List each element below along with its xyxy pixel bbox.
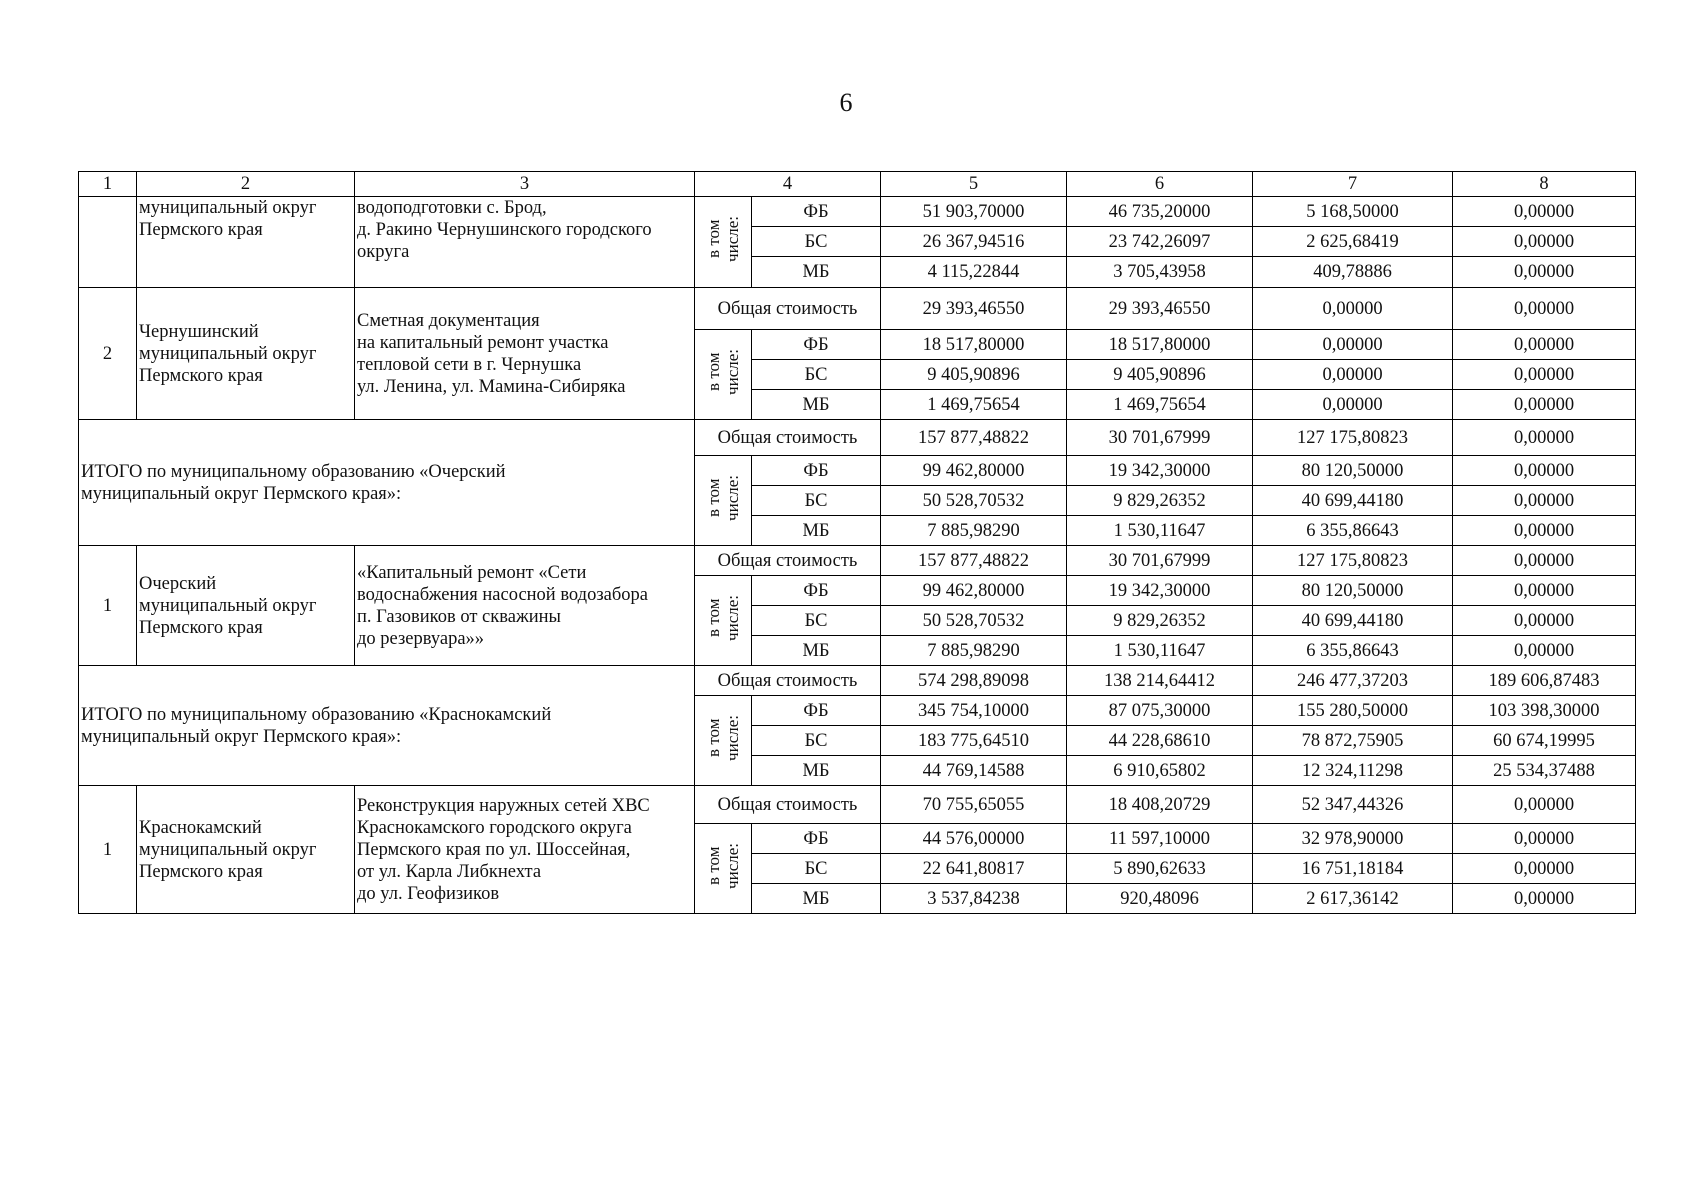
header-cell: 2 (137, 172, 355, 197)
value-cell: 6 355,86643 (1253, 516, 1453, 546)
value-cell: 9 829,26352 (1067, 486, 1253, 516)
including-label: в том числе: (704, 216, 742, 262)
value-cell: 1 469,75654 (881, 390, 1067, 420)
value-cell: 2 625,68419 (1253, 227, 1453, 257)
value-cell: 409,78886 (1253, 257, 1453, 288)
value-cell: 0,00000 (1453, 606, 1636, 636)
including-cell (695, 456, 752, 546)
total-cost-label: Общая стоимость (695, 546, 881, 576)
including-cell (695, 824, 752, 914)
value-cell: 157 877,48822 (881, 420, 1067, 456)
source-label: БС (752, 726, 881, 756)
source-label: МБ (752, 756, 881, 786)
source-label: БС (752, 360, 881, 390)
source-label: ФБ (752, 824, 881, 854)
header-cell: 1 (79, 172, 137, 197)
source-label: ФБ (752, 330, 881, 360)
value-cell: 7 885,98290 (881, 516, 1067, 546)
municipality-cell: Чернушинский муниципальный округ Пермского края (137, 288, 355, 420)
including-cell (695, 576, 752, 666)
value-cell: 26 367,94516 (881, 227, 1067, 257)
value-cell: 80 120,50000 (1253, 576, 1453, 606)
source-label: МБ (752, 884, 881, 914)
value-cell: 0,00000 (1453, 786, 1636, 824)
source-label: БС (752, 606, 881, 636)
value-cell: 0,00000 (1453, 884, 1636, 914)
value-cell: 5 168,50000 (1253, 197, 1453, 227)
row-number-cell: 1 (79, 546, 137, 666)
value-cell: 9 405,90896 (1067, 360, 1253, 390)
total-cost-label: Общая стоимость (695, 288, 881, 330)
value-cell: 40 699,44180 (1253, 486, 1453, 516)
total-cost-label: Общая стоимость (695, 420, 881, 456)
including-cell (695, 197, 752, 288)
value-cell: 2 617,36142 (1253, 884, 1453, 914)
including-cell (695, 696, 752, 786)
value-cell: 70 755,65055 (881, 786, 1067, 824)
source-label: ФБ (752, 696, 881, 726)
header-cell: 7 (1253, 172, 1453, 197)
value-cell: 0,00000 (1253, 288, 1453, 330)
source-label: МБ (752, 516, 881, 546)
value-cell: 18 408,20729 (1067, 786, 1253, 824)
value-cell: 0,00000 (1253, 360, 1453, 390)
header-cell: 6 (1067, 172, 1253, 197)
object-cell: водоподготовки с. Брод, д. Ракино Чернушинского городского округа (355, 197, 695, 288)
value-cell: 0,00000 (1453, 390, 1636, 420)
including-label: в том числе: (704, 594, 742, 641)
object-cell: Реконструкция наружных сетей ХВС Краснокамского городского округа Пермского края по ул. Шоссейная, от ул. Карла Либкнехта до ул. Геофизиков (355, 786, 695, 914)
row-number-cell: 2 (79, 288, 137, 420)
value-cell: 127 175,80823 (1253, 420, 1453, 456)
value-cell: 6 355,86643 (1253, 636, 1453, 666)
value-cell: 50 528,70532 (881, 486, 1067, 516)
municipality-cell: Краснокамский муниципальный округ Пермского края (137, 786, 355, 914)
value-cell: 99 462,80000 (881, 576, 1067, 606)
source-label: ФБ (752, 456, 881, 486)
value-cell: 18 517,80000 (881, 330, 1067, 360)
header-cell: 4 (695, 172, 881, 197)
value-cell: 0,00000 (1453, 330, 1636, 360)
value-cell: 183 775,64510 (881, 726, 1067, 756)
value-cell: 0,00000 (1453, 516, 1636, 546)
value-cell: 1 469,75654 (1067, 390, 1253, 420)
value-cell: 7 885,98290 (881, 636, 1067, 666)
value-cell: 920,48096 (1067, 884, 1253, 914)
source-label: МБ (752, 636, 881, 666)
table-row (79, 786, 1636, 824)
value-cell: 18 517,80000 (1067, 330, 1253, 360)
value-cell: 5 890,62633 (1067, 854, 1253, 884)
value-cell: 189 606,87483 (1453, 666, 1636, 696)
value-cell: 44 769,14588 (881, 756, 1067, 786)
value-cell: 40 699,44180 (1253, 606, 1453, 636)
table-row (79, 288, 1636, 330)
value-cell: 23 742,26097 (1067, 227, 1253, 257)
value-cell: 9 405,90896 (881, 360, 1067, 390)
value-cell: 345 754,10000 (881, 696, 1067, 726)
value-cell: 0,00000 (1453, 288, 1636, 330)
value-cell: 12 324,11298 (1253, 756, 1453, 786)
source-label: БС (752, 227, 881, 257)
value-cell: 52 347,44326 (1253, 786, 1453, 824)
value-cell: 0,00000 (1453, 576, 1636, 606)
including-label: в том числе: (704, 714, 742, 761)
value-cell: 0,00000 (1453, 227, 1636, 257)
row-number-cell (79, 197, 137, 288)
value-cell: 0,00000 (1453, 456, 1636, 486)
value-cell: 16 751,18184 (1253, 854, 1453, 884)
table-row (79, 420, 1636, 456)
value-cell: 22 641,80817 (881, 854, 1067, 884)
value-cell: 4 115,22844 (881, 257, 1067, 288)
value-cell: 0,00000 (1453, 420, 1636, 456)
value-cell: 44 228,68610 (1067, 726, 1253, 756)
value-cell: 51 903,70000 (881, 197, 1067, 227)
value-cell: 3 537,84238 (881, 884, 1067, 914)
value-cell: 103 398,30000 (1453, 696, 1636, 726)
value-cell: 87 075,30000 (1067, 696, 1253, 726)
value-cell: 0,00000 (1453, 197, 1636, 227)
value-cell: 99 462,80000 (881, 456, 1067, 486)
header-row (79, 172, 1636, 197)
value-cell: 0,00000 (1453, 546, 1636, 576)
source-label: МБ (752, 390, 881, 420)
value-cell: 0,00000 (1453, 854, 1636, 884)
value-cell: 0,00000 (1453, 257, 1636, 288)
value-cell: 50 528,70532 (881, 606, 1067, 636)
municipality-cell: Очерский муниципальный округ Пермского края (137, 546, 355, 666)
value-cell: 155 280,50000 (1253, 696, 1453, 726)
value-cell: 19 342,30000 (1067, 576, 1253, 606)
header-cell: 8 (1453, 172, 1636, 197)
including-label: в том числе: (704, 842, 742, 889)
value-cell: 3 705,43958 (1067, 257, 1253, 288)
header-cell: 5 (881, 172, 1067, 197)
value-cell: 60 674,19995 (1453, 726, 1636, 756)
value-cell: 6 910,65802 (1067, 756, 1253, 786)
value-cell: 0,00000 (1453, 486, 1636, 516)
value-cell: 29 393,46550 (881, 288, 1067, 330)
value-cell: 574 298,89098 (881, 666, 1067, 696)
total-cost-label: Общая стоимость (695, 666, 881, 696)
value-cell: 0,00000 (1253, 390, 1453, 420)
value-cell: 246 477,37203 (1253, 666, 1453, 696)
financing-table (78, 171, 1636, 914)
total-krasnokamsk-label: ИТОГО по муниципальному образованию «Краснокамский муниципальный округ Пермского края»: (79, 666, 695, 786)
source-label: БС (752, 854, 881, 884)
total-cost-label: Общая стоимость (695, 786, 881, 824)
value-cell: 44 576,00000 (881, 824, 1067, 854)
source-label: МБ (752, 257, 881, 288)
value-cell: 0,00000 (1453, 360, 1636, 390)
value-cell: 30 701,67999 (1067, 546, 1253, 576)
value-cell: 78 872,75905 (1253, 726, 1453, 756)
value-cell: 0,00000 (1453, 636, 1636, 666)
value-cell: 11 597,10000 (1067, 824, 1253, 854)
source-label: ФБ (752, 197, 881, 227)
value-cell: 1 530,11647 (1067, 636, 1253, 666)
including-label: в том числе: (704, 474, 742, 521)
source-label: БС (752, 486, 881, 516)
value-cell: 0,00000 (1453, 824, 1636, 854)
object-cell: «Капитальный ремонт «Сети водоснабжения насосной водозабора п. Газовиков от скважины до резервуара»» (355, 546, 695, 666)
value-cell: 0,00000 (1253, 330, 1453, 360)
value-cell: 29 393,46550 (1067, 288, 1253, 330)
value-cell: 138 214,64412 (1067, 666, 1253, 696)
including-cell (695, 330, 752, 420)
value-cell: 127 175,80823 (1253, 546, 1453, 576)
source-label: ФБ (752, 576, 881, 606)
value-cell: 25 534,37488 (1453, 756, 1636, 786)
value-cell: 30 701,67999 (1067, 420, 1253, 456)
table-row (79, 546, 1636, 576)
value-cell: 1 530,11647 (1067, 516, 1253, 546)
value-cell: 46 735,20000 (1067, 197, 1253, 227)
value-cell: 157 877,48822 (881, 546, 1067, 576)
value-cell: 19 342,30000 (1067, 456, 1253, 486)
header-cell: 3 (355, 172, 695, 197)
municipality-cell: муниципальный округ Пермского края (137, 197, 355, 288)
value-cell: 9 829,26352 (1067, 606, 1253, 636)
table-row (79, 197, 1636, 227)
row-number-cell: 1 (79, 786, 137, 914)
object-cell: Сметная документация на капитальный ремонт участка тепловой сети в г. Чернушка ул. Ленина, ул. Мамина-Сибиряка (355, 288, 695, 420)
table-row (79, 666, 1636, 696)
total-ocher-label: ИТОГО по муниципальному образованию «Очерский муниципальный округ Пермского края»: (79, 420, 695, 546)
including-label: в том числе: (704, 348, 742, 395)
value-cell: 32 978,90000 (1253, 824, 1453, 854)
page-number: 6 (839, 88, 853, 117)
value-cell: 80 120,50000 (1253, 456, 1453, 486)
